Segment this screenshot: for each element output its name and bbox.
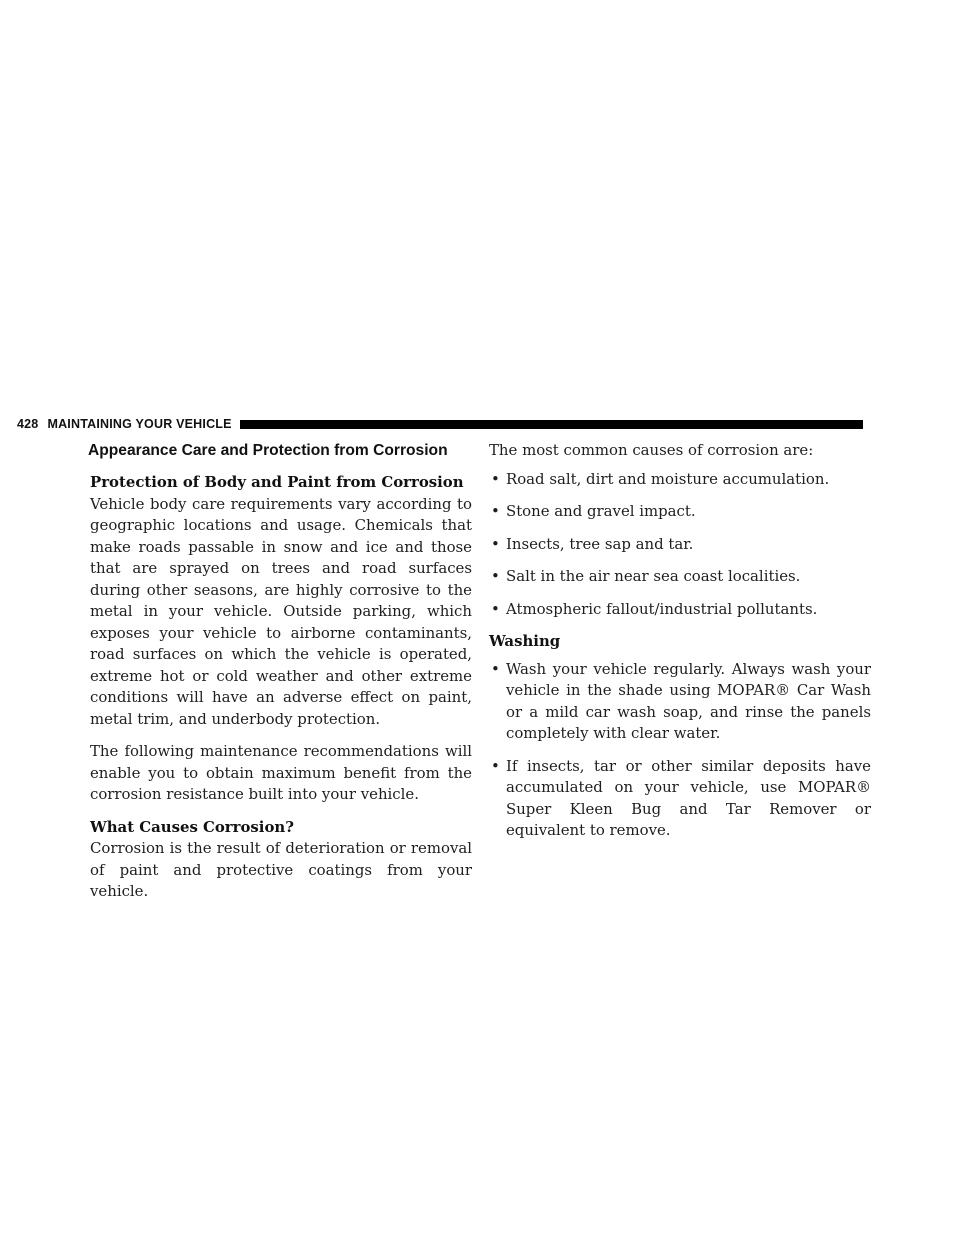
list-item: • Salt in the air near sea coast localities. [489,566,871,588]
list-item: • Atmospheric fallout/industrial pollutants. [489,599,871,621]
bullet-icon: • [491,534,500,553]
page-number: 428 [17,417,39,431]
paragraph-body-care: Vehicle body care requirements vary according to geographic locations and usage. Chemicals that make roads passable in snow and ice and those that are sprayed on trees and road surfaces during other seasons, are highly corrosive to the metal in your vehicle. Outside parking, which exposes your vehicle to airborne contaminants, road surfaces on which the vehicle is operated, extreme hot or cold weather and other extreme conditions will have an adverse effect on paint, metal trim, and underbody protection. [90,494,472,728]
paragraph-recommendations: The following maintenance recommendations will enable you to obtain maximum benefit from the corrosion resistance built into your vehicle. [90,742,472,803]
list-item: • Wash your vehicle regularly. Always wash your vehicle in the shade using MOPAR® Car Wash or a mild car wash soap, and rinse the panels completely with clear water. [491,659,871,742]
list-item: • If insects, tar or other similar deposits have accumulated on your vehicle, use MOPAR® Super Kleen Bug and Tar Remover or equivalent to remove. [491,756,871,839]
bullet-icon: • [491,756,500,775]
left-column [90,440,472,903]
list-item: • Insects, tree sap and tar. [489,534,871,556]
list-item: • Stone and gravel impact. [489,501,871,523]
subheading-protection: Protection of Body and Paint from Corrosion [90,473,464,491]
bullet-icon: • [491,502,500,520]
header-rule [240,420,863,429]
washing-list [489,659,871,842]
section-heading: Appearance Care and Protection from Corrosion [88,442,448,459]
list-item: • Road salt, dirt and moisture accumulation. [489,469,871,491]
right-column [489,440,871,853]
bullet-icon: • [491,567,500,585]
bullet-icon: • [491,469,500,488]
bullet-icon: • [491,599,500,618]
subheading-causes: What Causes Corrosion? [90,817,294,836]
causes-intro: The most common causes of corrosion are: [489,441,814,459]
page-header [17,416,863,432]
causes-list [489,469,871,621]
bullet-icon: • [491,659,500,678]
section-title: MAINTAINING YOUR VEHICLE [47,417,232,431]
subheading-washing: Washing [489,632,561,650]
paragraph-corrosion-definition: Corrosion is the result of deterioration or removal of paint and protective coatings from your vehicle. [90,839,472,900]
